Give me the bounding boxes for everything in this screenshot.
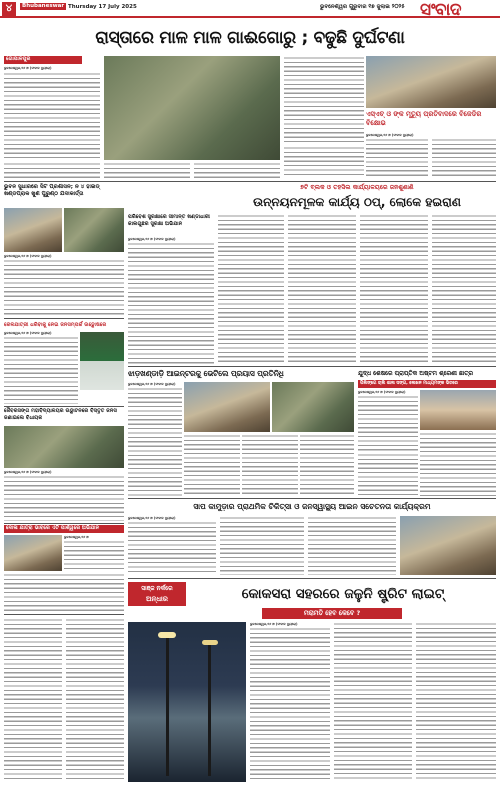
- center-story-2-body-d: [300, 434, 354, 496]
- left-story-4-body-b: [4, 573, 124, 611]
- left-story-2-body: [4, 336, 78, 404]
- student-photo: [420, 390, 496, 430]
- bottom-story-dateline: ଭୁବନେଶ୍ୱର,୧୬।୭ (ସଂବାଦ ବ୍ୟୁରୋ): [250, 622, 298, 626]
- bottom-story-body-c: [416, 622, 496, 782]
- main-story-body: [4, 72, 100, 160]
- left-story-1-photo-b: [64, 208, 124, 252]
- cattle-road-photo: [104, 56, 280, 160]
- main-story-body-col4b: [284, 146, 364, 178]
- divider: [4, 318, 124, 319]
- meeting-photo-a: [184, 382, 270, 432]
- bottom-story-tag: [128, 582, 186, 606]
- right-story-body-a: [358, 395, 418, 451]
- page-number: ୪: [2, 2, 16, 16]
- right-story-headline: ଯୁଦ୍ଧ ଶେଷରେ ପ୍ରାପ୍ତିକ ଅଷ୍ଟମ ଶ୍ରେଣୀ ଛାତ୍ର: [358, 370, 474, 377]
- center-story-1-headline: ପରିବେଶ ସୁରକ୍ଷାରେ ସୀମାନ୍ତ ଖଣ୍ଡାଧାରୀ କାଲଗୁଛର ସୁରକ୍ଷା ଅଭିଯାନ: [128, 214, 210, 228]
- divider: [128, 578, 496, 579]
- right-story-body-b: [420, 432, 496, 496]
- snakebite-camp-photo: [400, 516, 496, 575]
- lower-story-dateline: ଭୁବନେଶ୍ୱର,୧୬।୭ (ସଂବାଦ ବ୍ୟୁରୋ): [128, 516, 176, 520]
- newspaper-logo: ସଂବାଦ: [420, 0, 462, 20]
- right-story-dateline: ଭୁବନେଶ୍ୱର,୧୬।୭ (ସଂବାଦ ବ୍ୟୁରୋ): [358, 390, 406, 394]
- left-story-4-dateline: ଭୁବନେଶ୍ୱର,୧୬।୭: [64, 535, 89, 539]
- banner-body-col3: [360, 214, 428, 364]
- banner-headline: ଉନ୍ନୟନମୂଳକ କାର୍ଯ୍ୟ ଠପ୍, ଲୋକେ ହଇରାଣ: [253, 195, 461, 209]
- center-story-2-body-e: [128, 449, 182, 496]
- left-story-4-headline: ଦୋଳା ଯାତ୍ରା ଭାବରେ ଏଟି ପାର୍ଶ୍ୱରେ ଅଭିଯାନ: [4, 525, 124, 533]
- lower-story-body-a: [128, 521, 216, 575]
- left-bottom-body-b: [66, 618, 124, 782]
- divider: [4, 614, 124, 615]
- left-story-3-headline: ଜୈବରସଙ୍ଗ ମହାବିଦ୍ୟାଳୟର ଉଦ୍ଘାଟନରେ ବିସ୍ତୃତ ଜନସ ଜଣାଇଲେ ବିଧାୟକ: [4, 408, 117, 422]
- bottom-story-body-b: [334, 622, 412, 782]
- left-bottom-body-a: [4, 618, 62, 782]
- bottom-story-headline: କୋକସରା ସହରରେ ଜଳୁନି ଷ୍ଟ୍ରିଟ ଲାଇଟ୍: [241, 586, 445, 602]
- banner-overline: ୭ଟି ବ୍ଲକ ଓ ତହସିଲ କାର୍ଯ୍ୟାଳୟରେ ଜନଶୁଣାଣି: [300, 184, 414, 191]
- bottom-story-subhead: ମରାମତି ହେବ କେବେ ?: [262, 608, 402, 619]
- lower-story-body-c: [308, 516, 396, 575]
- banner-body-col1: [218, 214, 284, 364]
- main-story-body-col4: [284, 56, 364, 144]
- left-story-4-body-a: [64, 540, 124, 571]
- center-story-2-body-a: [128, 387, 182, 447]
- left-story-3-photo: [4, 426, 124, 468]
- left-story-2-dateline: ଭୁବନେଶ୍ୱର,୧୬।୭ (ସଂବାଦ ବ୍ୟୁରୋ): [4, 331, 52, 335]
- left-story-1-body: [4, 259, 124, 315]
- left-story-2-headline: ରେଳଯାତ୍ରୀ ଧରିବାକୁ ନେଇ ଜନସମ୍ପର୍କ ଉଦ୍ଘୋଷରେ: [4, 322, 107, 328]
- left-story-1-dateline: ଭୁବନେଶ୍ୱର,୧୬।୭ (ସଂବାଦ ବ୍ୟୁରୋ): [4, 254, 52, 258]
- divider: [4, 523, 124, 524]
- bottom-tag-line1: ସାଞ୍ଜ ନର୍କରେ: [141, 585, 173, 592]
- left-story-1-headline: ଭୁବନ ସୁଧାରରେ ସିଟ ପ୍ରଶାସନ; ନ ୪ ହାଇଡ୍ ଖଣ୍ଡପ୍ରାକ ଖୁଣ ପୁରୁଣ୍ଠ ଯଦାକାର୍ତ୍ତା: [4, 184, 100, 198]
- protest-body-col1: [366, 138, 428, 178]
- city-label: Bhubaneswar: [22, 3, 65, 9]
- center-story-2-dateline: ଭୁବନେଶ୍ୱର,୧୬।୭ (ସଂବାଦ ବ୍ୟୁରୋ): [128, 382, 176, 386]
- center-story-1-body: [128, 242, 214, 364]
- person-portrait-photo: [80, 332, 124, 390]
- main-story-dateline: ଭୁବନେଶ୍ୱର,୧୬।୭ (ସଂବାଦ ବ୍ୟୁରୋ): [4, 66, 52, 70]
- right-story-body-c: [358, 453, 418, 496]
- bottom-tag-line2: ଅନ୍ଧାର: [146, 595, 168, 603]
- streetlight-night-photo: [128, 622, 246, 782]
- protest-dateline: ଭୁବନେଶ୍ୱର,୧୬।୭ (ସଂବାଦ ବ୍ୟୁରୋ): [366, 133, 414, 137]
- main-story-body-cont: [4, 162, 100, 178]
- left-story-3-dateline: ଭୁବନେଶ୍ୱର,୧୬।୭ (ସଂବାଦ ବ୍ୟୁରୋ): [4, 470, 52, 474]
- date-odia: ଭୁବନେଶ୍ୱର ଗୁରୁବାର ୧୭ ଜୁଲାଇ ୨୦୨୫: [320, 4, 405, 10]
- left-story-3-body: [4, 475, 124, 521]
- center-story-2-body-b: [184, 434, 240, 496]
- left-story-1-photo-a: [4, 208, 62, 252]
- meeting-photo-b: [272, 382, 354, 432]
- left-story-4-photo: [4, 535, 62, 571]
- main-story-body-col2: [104, 162, 190, 178]
- date-english: Thursday 17 July 2025: [68, 4, 137, 10]
- center-story-2-headline: ଝାଡ଼ଖଣ୍ଡାଡ଼ି ଆଇନ୍ଟରକୁ ଭେଟିଲେ ପ୍ରୟାସ ପ୍ରତିନିଧି: [128, 369, 284, 378]
- divider: [128, 498, 496, 499]
- right-story-subhead: ପିଲିଙ୍ଗେ ଚାଲି ଶାଳା ସଙ୍ଗ, ଲେଖନ ମାଧ୍ୟମଙ୍କ ଭିତରେ: [358, 380, 496, 388]
- main-story-body-col3: [194, 162, 280, 178]
- center-story-2-body-c: [242, 434, 298, 496]
- main-story-kicker: ଗୋପାଳପୁର: [4, 56, 82, 64]
- protest-photo: [366, 56, 496, 108]
- lower-story-headline: ସାପ କାମୁଡ଼ାର ପ୍ରାଥମିକ ଚିକିତ୍ସା ଓ ଜନସ୍ୱାସ୍ଥ୍ୟ ଆଇନ ସଚେତନତା କାର୍ଯ୍ୟକ୍ରମ: [193, 502, 431, 511]
- divider: [128, 366, 496, 367]
- divider: [4, 406, 124, 407]
- lower-story-body-b: [220, 516, 304, 575]
- banner-body-col4: [432, 214, 496, 364]
- protest-body-col2: [432, 138, 496, 178]
- center-story-1-dateline: ଭୁବନେଶ୍ୱର,୧୬।୭ (ସଂବାଦ ବ୍ୟୁରୋ): [128, 237, 176, 241]
- main-headline: ରାସ୍ତାରେ ମାଳ ମାଳ ଗାଈଗୋରୁ ; ବଢୁଛି ଦୁର୍ଘଟଣା: [95, 28, 405, 48]
- divider: [4, 181, 496, 182]
- protest-headline: ଏସ୍ଏଚ୍ ଓ ଙ୍କ ମୃତ୍ୟୁ ପ୍ରତିବାଦରେ ବିଜେଡିର ବିକ୍ଷୋଭ: [366, 110, 482, 127]
- banner-body-col2: [288, 214, 356, 364]
- bottom-story-body-a: [250, 627, 330, 782]
